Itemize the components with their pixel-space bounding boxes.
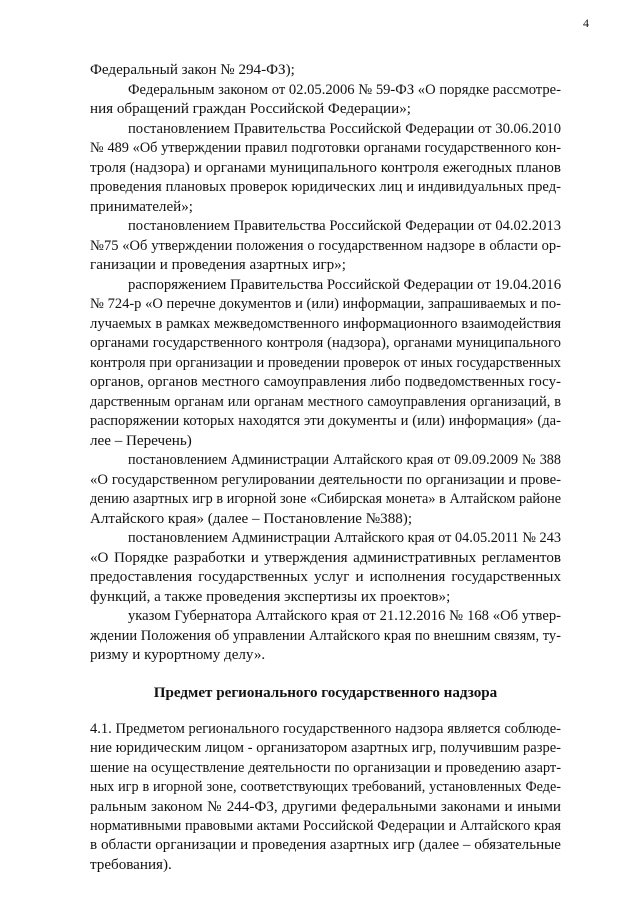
legal-basis-line: лучаемых в рамках межведомственного информационного взаимодействия <box>90 315 561 332</box>
legal-basis-line: постановлением Администрации Алтайского края от 04.05.2011 № 243 <box>128 530 562 546</box>
legal-basis-line: органами государственного контроля (надзора), органами муниципального <box>90 335 561 351</box>
legal-basis-line: постановлением Правительства Российской Федерации от 30.06.2010 <box>128 120 561 137</box>
legal-basis-line: «О государственном регулировании деятельности по организации и прове- <box>90 471 561 488</box>
legal-basis-list <box>90 61 561 666</box>
legal-basis-line: № 489 «Об утверждении правил подготовки органами государственного кон- <box>90 140 561 156</box>
paragraph-line: в области организации и проведения азартных игр (далее – обязательные <box>90 837 561 854</box>
legal-basis-line: лее – Перечень) <box>90 432 192 449</box>
legal-basis-line: №75 «Об утверждении положения о государственном надзоре в области ор- <box>90 237 561 254</box>
legal-basis-line: предоставления государственных услуг и исполнения государственных <box>90 569 561 585</box>
section-4-1-paragraph <box>90 720 561 875</box>
legal-basis-line: дению азартных игр в игорной зоне «Сибирская монета» в Алтайском районе <box>90 491 561 507</box>
legal-basis-line: постановлением Администрации Алтайского края от 09.09.2009 № 388 <box>128 452 561 468</box>
legal-basis-line: распоряжении которых находятся эти документы и (или) информация» (да- <box>90 413 561 429</box>
legal-basis-line: ганизации и проведения азартных игр»; <box>90 257 346 273</box>
section-heading: Предмет регионального государственного надзора <box>153 684 498 701</box>
legal-basis-line: принимателей»; <box>90 198 193 215</box>
legal-basis-line: Федеральный закон № 294-ФЗ); <box>90 62 295 78</box>
legal-basis-line: троля (надзора) и органами муниципального контроля ежегодных планов <box>90 159 561 176</box>
page-number: 4 <box>583 16 589 30</box>
legal-basis-line: проведения плановых проверок юридических лиц и индивидуальных пред- <box>90 179 561 195</box>
legal-basis-line: органов, органов местного самоуправления либо подведомственных госу- <box>90 374 561 390</box>
paragraph-line: ральным законом № 244-ФЗ, другими федеральными законами и иными <box>90 798 561 815</box>
legal-basis-line: Федеральным законом от 02.05.2006 № 59-ФЗ «О порядке рассмотре- <box>128 81 561 98</box>
legal-basis-line: ждении Положения об управлении Алтайского края по внешним связям, ту- <box>90 627 561 644</box>
legal-basis-line: ния обращений граждан Российской Федерации»; <box>90 101 411 117</box>
legal-basis-line: функций, а также проведения экспертизы их проектов»; <box>90 588 451 605</box>
paragraph-line: нормативными правовыми актами Российской Федерации и Алтайского края <box>90 817 561 834</box>
legal-basis-line: «О Порядке разработки и утверждения административных регламентов <box>90 549 561 566</box>
legal-basis-line: дарственным органам или органам местного самоуправления организаций, в <box>90 393 561 410</box>
document-body <box>90 61 561 875</box>
legal-basis-line: № 724-р «О перечне документов и (или) информации, запрашиваемых и по- <box>90 296 561 312</box>
paragraph-line: 4.1. Предметом регионального государственного надзора является соблюде- <box>90 721 561 737</box>
paragraph-line: ных игр в игорной зоне, соответствующих требований, установленных Феде- <box>90 779 561 796</box>
legal-basis-line: контроля при организации и проведении проверок от иных государственных <box>90 354 561 371</box>
legal-basis-line: указом Губернатора Алтайского края от 21.12.2016 № 168 «Об утвер- <box>128 608 561 624</box>
legal-basis-line: распоряжением Правительства Российской Федерации от 19.04.2016 <box>128 276 562 293</box>
paragraph-line: шение на осуществление деятельности по организации и проведению азарт- <box>90 759 561 776</box>
paragraph-line: ние юридическим лицом - организатором азартных игр, получившим разре- <box>90 740 561 757</box>
paragraph-line: требования). <box>90 856 172 873</box>
legal-basis-line: ризму и курортному делу». <box>90 647 266 663</box>
legal-basis-line: постановлением Правительства Российской Федерации от 04.02.2013 <box>128 218 561 234</box>
legal-basis-line: Алтайского края» (далее – Постановление №388); <box>90 510 413 527</box>
